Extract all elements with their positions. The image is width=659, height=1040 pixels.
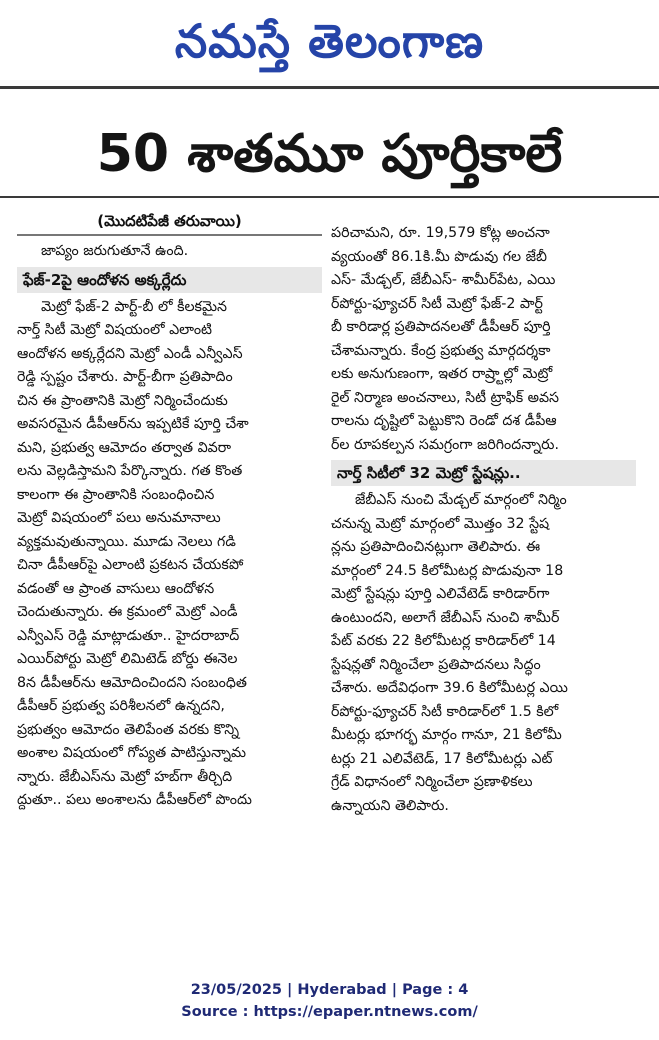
body-text-line: అవసరమైన డీపీఆర్‌ను ఇప్పటికే పూర్తి చేశా [17, 416, 249, 432]
body-text-line: జేబీఎస్‌ నుంచి మేడ్చల్‌ మార్గంలో నిర్మిం [355, 492, 567, 508]
body-text-line: వడంతో ఆ ప్రాంత వాసులు ఆందోళన [17, 580, 215, 597]
headline-divider [0, 196, 659, 198]
body-text-line: పేట్‌ వరకు 22 కిలోమీటర్ల కారిడార్‌లో 14 [331, 633, 556, 649]
body-text-line: చిన ఈ ప్రాంతానికి మెట్రో నిర్మించేందుకు [17, 392, 228, 409]
left-subheading: ఫేజ్‌-2పై ఆందోళన అక్కర్లేదు [17, 267, 322, 293]
body-text-line: నార్త్‌ సిటీ మెట్రో విషయంలో ఎలాంటి [17, 322, 213, 338]
body-text-line: బీ కారిడార్ల ప్రతిపాదనలతో డీపీఆర్‌ పూర్తి [331, 319, 551, 335]
body-text-line: చెందుతున్నారు. ఈ క్రమంలో మెట్రో ఎండీ [17, 604, 238, 620]
body-text-line: రైల్‌ నిర్మాణ అంచనాలు, సిటీ ట్రాఫిక్‌ అవస [331, 389, 560, 406]
left-column [17, 208, 322, 813]
headline: 50 శాతమూ పూర్తికాలే [96, 124, 563, 184]
body-text-line: చనున్న మెట్రో మార్గంలో మొత్తం 32 స్టేష [331, 515, 550, 532]
body-text-line: మార్గంలో 24.5 కిలోమీటర్ల పొడువునా 18 [331, 562, 564, 579]
right-subheading: నార్త్‌ సిటీలో 32 మెట్రో స్టేషన్లు.. [331, 460, 636, 486]
body-text-line: 8న డీపీఆర్‌ను ఆమోదించిందని సంబంధిత [17, 674, 247, 691]
body-text-line: న్లను ప్రతిపాదించినట్లుగా తెలిపారు. ఈ [331, 539, 541, 555]
body-text-line: లను వెల్లడిస్తామని పేర్కొన్నారు. గత కొంత [17, 463, 243, 479]
right-column [331, 222, 636, 818]
body-text-line: రెడ్డి స్పష్టం చేశారు. పార్ట్‌-బీగా ప్రతిపాదిం [17, 369, 233, 385]
body-text-line: చేశారు. అదేవిధంగా 39.6 కిలోమీటర్ల ఎయి [331, 680, 568, 696]
body-text-line: ద్దుతూ.. పలు అంశాలను డీపీఆర్‌లో పొందు [17, 792, 252, 808]
body-text-line: ర్‌పోర్టు-ఫ్యూచర్‌ సిటీ మెట్రో ఫేజ్‌-2 పార్ట్‌ [331, 295, 543, 312]
body-text-line: కాలంగా ఈ ప్రాంతానికి సంబంధించిన [17, 486, 215, 503]
body-text-line: ర్‌ల రూపకల్పన సమగ్రంగా జరిగిందన్నారు. [331, 436, 559, 453]
body-text-line: టర్లు 21 ఎలివేటెడ్‌, 17 కిలోమీటర్లు ఎట్‌ [331, 750, 553, 767]
body-text-line: ఉంటుందని, అలాగే జేబీఎస్‌ నుంచి శామీర్‌ [331, 609, 560, 626]
body-text-line: ఎయిర్‌పోర్టు మెట్రో లిమిటెడ్‌ బోర్డు ఈనెల [17, 651, 238, 667]
body-text-line: ఎన్వీఎస్‌ రెడ్డి మాట్లాడుతూ.. హైదరాబాద్‌ [17, 627, 240, 644]
right-body-text-bottom [331, 489, 636, 818]
body-text-line: చేశామన్నారు. కేంద్ర ప్రభుత్వ మార్గదర్శకా [331, 342, 551, 359]
body-text-line: మెట్రో స్టేషన్లు పూర్తి ఎలివేటెడ్‌ కారిడార్‌గా [331, 586, 550, 602]
body-text-line: రాలను దృష్టిలో పెట్టుకొని రెండో దశ డీపీఆ [331, 413, 557, 429]
body-text-line: ఎస్‌- మేడ్చల్‌, జేబీఎస్‌- శామీర్‌పేట, ఎయి [331, 272, 556, 288]
body-text-line: డీపీఆర్‌ ప్రభుత్వ పరిశీలనలో ఉన్నదని, [17, 698, 225, 714]
footer-dateline: 23/05/2025 | Hyderabad | Page : 4 [190, 982, 469, 998]
continuation-label: (మొదటిపేజీ తరువాయి) [17, 208, 322, 236]
body-text-line: అంశాల విషయంలో గోప్యత పాటిస్తున్నామ [17, 745, 247, 761]
body-text-line: మీటర్లు భూగర్భ మార్గం గానూ, 21 కిలోమీ [331, 727, 562, 743]
body-text-line: చినా డీపీఆర్‌పై ఎలాంటి ప్రకటన చేయకపో [17, 557, 244, 573]
intro-line: జాప్యం జరుగుతూనే ఉంది. [41, 243, 189, 259]
body-text-line: మెట్రో విషయంలో పలు అనుమానాలు [17, 510, 221, 526]
body-text-line: న్నారు. జేబీఎస్‌ను మెట్రో హబ్‌గా తీర్చిది [17, 768, 233, 785]
body-text-line: గ్రేడ్‌ విధానంలో నిర్మించేలా ప్రణాళికలు [331, 774, 533, 790]
body-text-line: స్టేషన్లతో నిర్మించేలా ప్రతిపాదనలు సిద్ధం [331, 656, 541, 673]
body-text-line: మని, ప్రభుత్వ ఆమోదం తర్వాత వివరా [17, 439, 232, 456]
body-text-line: ఆందోళన అక్కర్లేదని మెట్రో ఎండీ ఎన్వీఎస్‌ [17, 345, 243, 362]
body-text-line: మెట్రో ఫేజ్‌-2 పార్ట్‌-బీ లో కీలకమైన [41, 298, 227, 315]
masthead-divider [0, 86, 659, 89]
body-text-line: ర్‌పోర్టు-ఫ్యూచర్‌ సిటీ కారిడార్‌లో 1.5 కిలో [331, 703, 559, 720]
body-text-line: వ్యయంతో 86.1కి.మీ పొడువు గల జేబీ [331, 248, 547, 265]
body-text-line: వ్యక్తమవుతున్నాయి. మూడు నెలలు గడి [17, 533, 236, 550]
left-body-text [17, 296, 322, 813]
masthead-logo: నమస్తే తెలంగాణ [174, 14, 485, 68]
body-text-line: లకు అనుగుణంగా, ఇతర రాష్ర్టాల్లో మెట్రో [331, 366, 553, 382]
right-body-text-top [331, 222, 636, 457]
footer-source: Source : https://epaper.ntnews.com/ [181, 1004, 478, 1020]
body-text-line: ఉన్నాయని తెలిపారు. [331, 797, 449, 814]
body-text-line: పరిచామని, రూ. 19,579 కోట్ల అంచనా [331, 225, 550, 241]
body-text-line: ప్రభుత్వం ఆమోదం తెలిపేంత వరకు కొన్ని [17, 721, 240, 738]
